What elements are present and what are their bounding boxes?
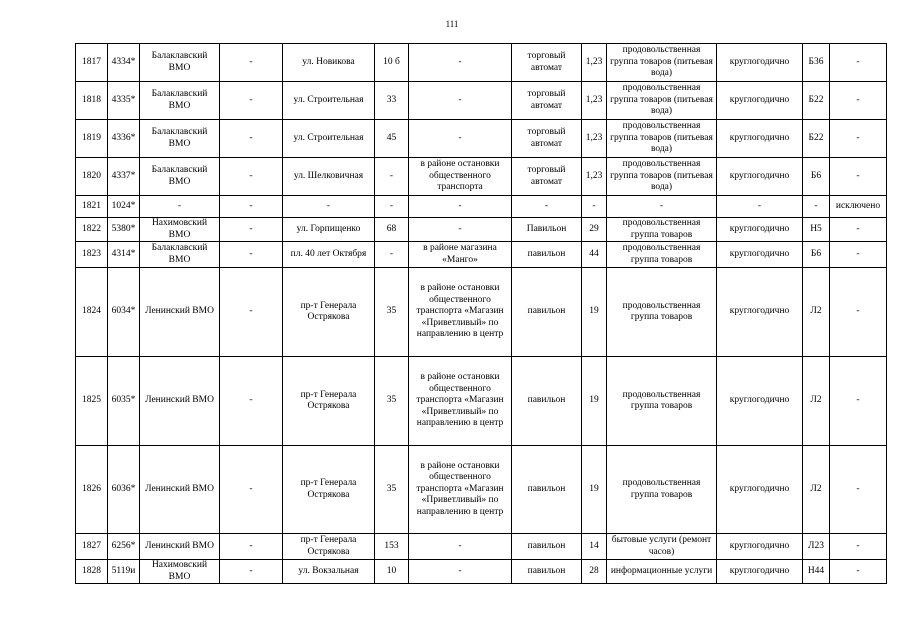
cell-object-id: 4337* [108, 158, 140, 196]
cell-object-id: 6256* [108, 534, 140, 560]
cell-house-number: 10 б [375, 44, 409, 82]
cell-note: - [830, 560, 887, 584]
cell-object-id: 4334* [108, 44, 140, 82]
cell-street: пр-т Генерала Острякова [283, 357, 375, 446]
table-row [76, 44, 887, 82]
cell-note: - [830, 120, 887, 158]
cell-zone-code: - [803, 196, 830, 218]
cell-district: Балаклавский ВМО [140, 242, 220, 268]
cell-district: - [140, 196, 220, 218]
cell-specialization: информационные услуги [607, 560, 717, 584]
cell-object-type: павильон [512, 560, 582, 584]
cell-period: круглогодично [717, 560, 803, 584]
table-body [76, 44, 887, 584]
cell-area: 1,23 [582, 120, 607, 158]
cell-object-id: 4336* [108, 120, 140, 158]
cell-specialization: продовольственная группа товаров (питьевая вода) [607, 120, 717, 158]
table-row [76, 268, 887, 357]
cell-street: пр-т Генерала Острякова [283, 268, 375, 357]
cell-specialization: продовольственная группа товаров (питьевая вода) [607, 158, 717, 196]
cell-column-4: - [220, 218, 283, 242]
cell-row-number: 1821 [76, 196, 108, 218]
cell-zone-code: Б6 [803, 242, 830, 268]
cell-house-number: 35 [375, 268, 409, 357]
cell-landmark: в районе магазина «Манго» [409, 242, 512, 268]
cell-house-number: 35 [375, 357, 409, 446]
cell-object-type: павильон [512, 534, 582, 560]
page-number: 111 [445, 19, 459, 29]
cell-landmark: в районе остановки общественного транспорта «Магазин «Приветливый» по направлению в центр [409, 357, 512, 446]
cell-row-number: 1828 [76, 560, 108, 584]
cell-landmark: в районе остановки общественного транспорта [409, 158, 512, 196]
cell-period: круглогодично [717, 446, 803, 534]
cell-district: Нахимовский ВМО [140, 218, 220, 242]
cell-object-type: павильон [512, 268, 582, 357]
cell-row-number: 1824 [76, 268, 108, 357]
cell-zone-code: Л2 [803, 357, 830, 446]
cell-column-4: - [220, 82, 283, 120]
cell-object-id: 4314* [108, 242, 140, 268]
cell-note: - [830, 534, 887, 560]
cell-column-4: - [220, 534, 283, 560]
cell-landmark: - [409, 82, 512, 120]
cell-area: 29 [582, 218, 607, 242]
cell-district: Балаклавский ВМО [140, 158, 220, 196]
cell-note: - [830, 218, 887, 242]
cell-landmark: - [409, 120, 512, 158]
cell-period: круглогодично [717, 44, 803, 82]
document-table [75, 43, 887, 584]
cell-column-4: - [220, 242, 283, 268]
cell-house-number: 153 [375, 534, 409, 560]
cell-object-type: павильон [512, 242, 582, 268]
cell-note: - [830, 158, 887, 196]
cell-specialization: продовольственная группа товаров [607, 242, 717, 268]
cell-specialization: - [607, 196, 717, 218]
cell-house-number: 33 [375, 82, 409, 120]
cell-area: 19 [582, 357, 607, 446]
cell-note: - [830, 82, 887, 120]
cell-zone-code: Н44 [803, 560, 830, 584]
cell-landmark: - [409, 196, 512, 218]
cell-landmark: в районе остановки общественного транспорта «Магазин «Приветливый» по направлению в центр [409, 446, 512, 534]
table-row [76, 120, 887, 158]
cell-specialization: продовольственная группа товаров [607, 218, 717, 242]
cell-area: 14 [582, 534, 607, 560]
cell-area: 1,23 [582, 82, 607, 120]
cell-object-id: 6034* [108, 268, 140, 357]
cell-period: круглогодично [717, 82, 803, 120]
cell-district: Балаклавский ВМО [140, 82, 220, 120]
cell-area: 44 [582, 242, 607, 268]
cell-zone-code: Б22 [803, 120, 830, 158]
cell-district: Балаклавский ВМО [140, 44, 220, 82]
table-row [76, 158, 887, 196]
cell-note: - [830, 268, 887, 357]
cell-area: 19 [582, 268, 607, 357]
cell-zone-code: Л23 [803, 534, 830, 560]
cell-area: - [582, 196, 607, 218]
cell-period: круглогодично [717, 218, 803, 242]
cell-object-type: павильон [512, 446, 582, 534]
cell-street: - [283, 196, 375, 218]
cell-landmark: - [409, 534, 512, 560]
cell-row-number: 1817 [76, 44, 108, 82]
table-row [76, 560, 887, 584]
cell-district: Нахимовский ВМО [140, 560, 220, 584]
cell-note: - [830, 357, 887, 446]
cell-district: Ленинский ВМО [140, 446, 220, 534]
cell-object-id: 6035* [108, 357, 140, 446]
cell-period: круглогодично [717, 534, 803, 560]
cell-street: пр-т Генерала Острякова [283, 534, 375, 560]
cell-object-type: Павильон [512, 218, 582, 242]
cell-period: круглогодично [717, 242, 803, 268]
cell-area: 1,23 [582, 44, 607, 82]
cell-street: ул. Горпищенко [283, 218, 375, 242]
cell-street: ул. Строительная [283, 120, 375, 158]
cell-period: круглогодично [717, 158, 803, 196]
cell-house-number: 35 [375, 446, 409, 534]
cell-landmark: - [409, 560, 512, 584]
cell-period: - [717, 196, 803, 218]
cell-house-number: 68 [375, 218, 409, 242]
cell-zone-code: Л2 [803, 268, 830, 357]
cell-street: ул. Новикова [283, 44, 375, 82]
cell-column-4: - [220, 44, 283, 82]
cell-street: пл. 40 лет Октября [283, 242, 375, 268]
cell-area: 1,23 [582, 158, 607, 196]
cell-column-4: - [220, 120, 283, 158]
cell-row-number: 1823 [76, 242, 108, 268]
cell-column-4: - [220, 268, 283, 357]
cell-row-number: 1827 [76, 534, 108, 560]
cell-object-type: торговый автомат [512, 44, 582, 82]
cell-street: ул. Вокзальная [283, 560, 375, 584]
cell-column-4: - [220, 357, 283, 446]
cell-specialization: продовольственная группа товаров [607, 268, 717, 357]
cell-object-id: 5380* [108, 218, 140, 242]
cell-object-id: 4335* [108, 82, 140, 120]
cell-landmark: - [409, 44, 512, 82]
cell-note: исключено [830, 196, 887, 218]
table-row [76, 82, 887, 120]
cell-column-4: - [220, 560, 283, 584]
cell-area: 19 [582, 446, 607, 534]
cell-object-id: 1024* [108, 196, 140, 218]
cell-column-4: - [220, 446, 283, 534]
cell-row-number: 1822 [76, 218, 108, 242]
cell-column-4: - [220, 196, 283, 218]
cell-landmark: в районе остановки общественного транспорта «Магазин «Приветливый» по направлению в центр [409, 268, 512, 357]
cell-house-number: - [375, 158, 409, 196]
cell-zone-code: Н5 [803, 218, 830, 242]
table-row [76, 218, 887, 242]
table-row [76, 242, 887, 268]
cell-house-number: 45 [375, 120, 409, 158]
cell-zone-code: Л2 [803, 446, 830, 534]
cell-period: круглогодично [717, 357, 803, 446]
cell-specialization: бытовые услуги (ремонт часов) [607, 534, 717, 560]
cell-area: 28 [582, 560, 607, 584]
cell-note: - [830, 242, 887, 268]
cell-object-type: торговый автомат [512, 120, 582, 158]
cell-zone-code: Б6 [803, 158, 830, 196]
cell-note: - [830, 44, 887, 82]
cell-specialization: продовольственная группа товаров [607, 446, 717, 534]
cell-object-type: павильон [512, 357, 582, 446]
cell-district: Ленинский ВМО [140, 357, 220, 446]
cell-specialization: продовольственная группа товаров (питьевая вода) [607, 82, 717, 120]
cell-row-number: 1825 [76, 357, 108, 446]
cell-zone-code: Б36 [803, 44, 830, 82]
cell-row-number: 1820 [76, 158, 108, 196]
cell-object-id: 6036* [108, 446, 140, 534]
cell-landmark: - [409, 218, 512, 242]
cell-column-4: - [220, 158, 283, 196]
cell-street: ул. Шелковичная [283, 158, 375, 196]
cell-street: пр-т Генерала Острякова [283, 446, 375, 534]
cell-object-type: торговый автомат [512, 82, 582, 120]
table-row [76, 534, 887, 560]
table-row [76, 357, 887, 446]
cell-period: круглогодично [717, 120, 803, 158]
cell-row-number: 1826 [76, 446, 108, 534]
cell-district: Ленинский ВМО [140, 268, 220, 357]
cell-object-id: 5119и [108, 560, 140, 584]
cell-object-type: - [512, 196, 582, 218]
cell-house-number: - [375, 196, 409, 218]
cell-specialization: продовольственная группа товаров [607, 357, 717, 446]
cell-row-number: 1818 [76, 82, 108, 120]
cell-street: ул. Строительная [283, 82, 375, 120]
cell-house-number: - [375, 242, 409, 268]
cell-house-number: 10 [375, 560, 409, 584]
cell-district: Балаклавский ВМО [140, 120, 220, 158]
cell-specialization: продовольственная группа товаров (питьевая вода) [607, 44, 717, 82]
cell-note: - [830, 446, 887, 534]
table-row [76, 196, 887, 218]
cell-period: круглогодично [717, 268, 803, 357]
cell-district: Ленинский ВМО [140, 534, 220, 560]
cell-row-number: 1819 [76, 120, 108, 158]
cell-object-type: торговый автомат [512, 158, 582, 196]
table-row [76, 446, 887, 534]
cell-zone-code: Б22 [803, 82, 830, 120]
